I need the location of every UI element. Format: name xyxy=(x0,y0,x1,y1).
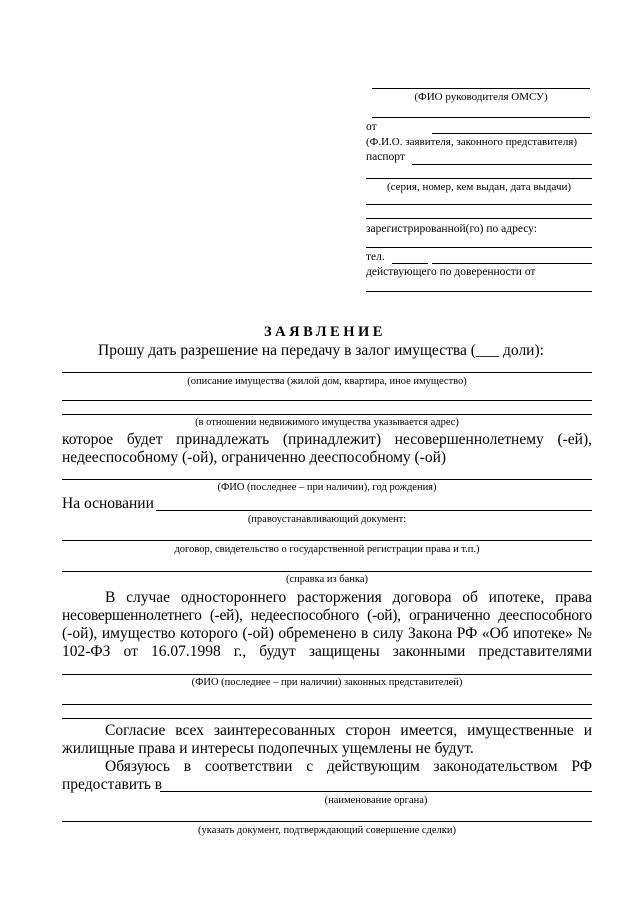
mortgage-line-3: (-ой), имущество которого (-ой) обременено в силу Закона РФ «Об ипотеке» № xyxy=(62,625,592,642)
mortgage-line-1: В случае одностороннего расторжения договора об ипотеке, права xyxy=(105,589,592,606)
passport-extra-line-2[interactable] xyxy=(366,218,592,219)
proxy-field[interactable] xyxy=(366,291,592,292)
property-field-3[interactable] xyxy=(62,414,592,415)
omsu-extra-line[interactable] xyxy=(372,117,590,118)
reps-fio-field-3[interactable] xyxy=(62,718,592,719)
omsu-caption: (ФИО руководителя ОМСУ) xyxy=(414,91,548,103)
applicant-caption: (Ф.И.О. заявителя, законного представителя) xyxy=(366,136,578,148)
organ-field[interactable] xyxy=(160,791,592,792)
oblige-line-1: Обязуюсь в соответствии с действующим законодательством РФ xyxy=(105,758,592,775)
fio-minor-caption: (ФИО (последнее – при наличии), год рождения) xyxy=(217,482,437,493)
deal-doc-field[interactable] xyxy=(62,821,592,822)
passport-caption: (серия, номер, кем выдан, дата выдачи) xyxy=(386,181,572,193)
omsu-name-line[interactable] xyxy=(372,88,590,89)
basis-field[interactable] xyxy=(156,510,592,511)
organ-caption: (наименование органа) xyxy=(324,795,428,806)
bank-caption: (справка из банка) xyxy=(286,574,368,585)
basis-field-2[interactable] xyxy=(62,540,592,541)
phone-label: тел. xyxy=(366,251,385,263)
reps-fio-field-2[interactable] xyxy=(62,704,592,705)
owner-line-1: которое будет принадлежать (принадлежит) несовершеннолетнему (-ей), xyxy=(62,431,592,448)
property-field[interactable] xyxy=(62,372,592,373)
passport-extra-line-1[interactable] xyxy=(366,204,592,205)
document-title: ЗАЯВЛЕНИЕ xyxy=(264,324,386,340)
property-field-2[interactable] xyxy=(62,400,592,401)
contract-caption: договор, свидетельство о государственной регистрации права и т.п.) xyxy=(174,544,480,555)
request-text: Прошу дать разрешение на передачу в залог имущества (___ доли): xyxy=(98,342,544,359)
phone-field[interactable] xyxy=(432,263,592,264)
address-field[interactable] xyxy=(366,247,592,248)
fio-reps-caption: (ФИО (последнее – при наличии) законных представителей) xyxy=(191,677,463,688)
oblige-line-2: предоставить в xyxy=(62,776,163,793)
deal-doc-caption: (указать документ, подтверждающий совершение сделки) xyxy=(198,825,456,836)
minor-fio-field[interactable] xyxy=(62,479,592,480)
property-caption: (описание имущества (жилой дом, квартира, иное имущество) xyxy=(187,376,467,387)
owner-line-2: недееспособному (-ой), ограниченно дееспособному (-ой) xyxy=(62,449,447,466)
passport-field[interactable] xyxy=(412,164,592,165)
bank-field[interactable] xyxy=(62,571,592,572)
address-caption: (в отношении недвижимого имущества указывается адрес) xyxy=(195,417,459,428)
from-label: от xyxy=(366,121,377,133)
consent-line-2: жилищные права и интересы подопечных ущемлены не будут. xyxy=(62,740,474,757)
consent-line-1: Согласие всех заинтересованных сторон имеется, имущественные и xyxy=(105,722,592,739)
address-label: зарегистрированной(го) по адресу: xyxy=(366,223,537,235)
passport-field-2[interactable] xyxy=(366,178,592,179)
proxy-label: действующего по доверенности от xyxy=(366,266,536,278)
mortgage-line-2: несовершеннолетнего (-ей), недееспособного (-ой), ограниченно дееспособного xyxy=(62,607,592,624)
basis-label: На основании xyxy=(62,495,154,512)
from-field[interactable] xyxy=(432,133,592,134)
title-doc-caption: (правоустанавливающий документ: xyxy=(247,514,407,525)
passport-label: паспорт xyxy=(366,151,405,163)
mortgage-line-4: 102-ФЗ от 16.07.1998 г., будут защищены законными представителями xyxy=(62,643,592,660)
reps-fio-field[interactable] xyxy=(62,674,592,675)
phone-field-short[interactable] xyxy=(392,263,428,264)
